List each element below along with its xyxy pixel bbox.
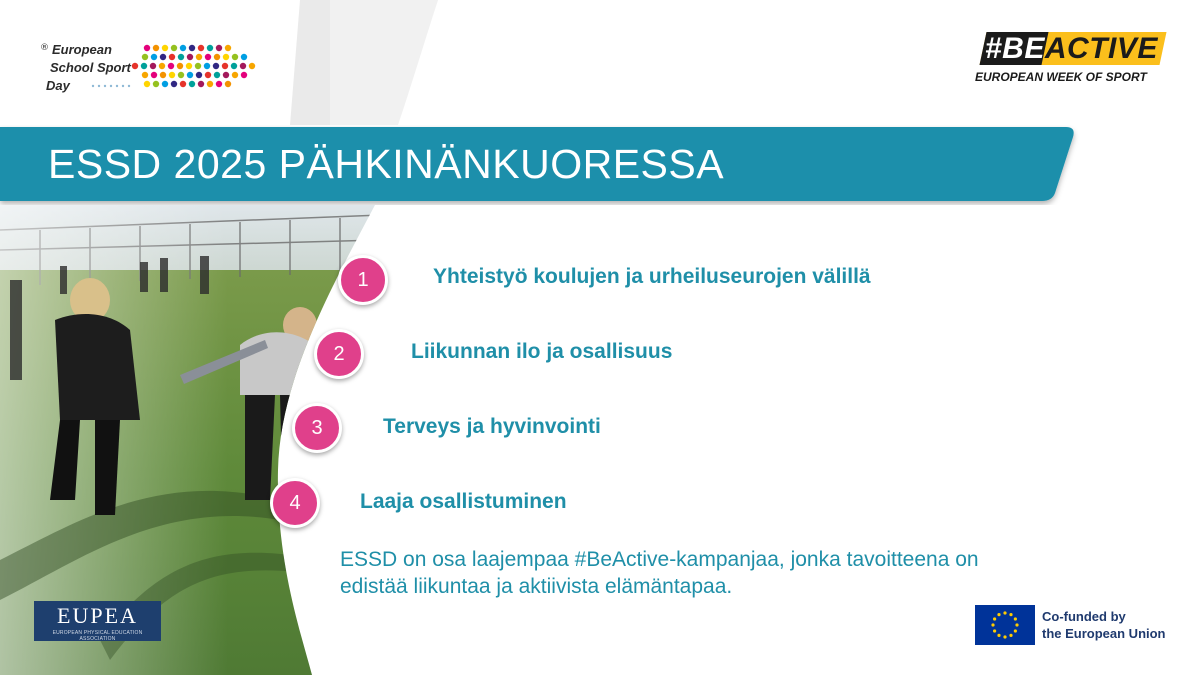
logo-dot [142, 72, 148, 78]
eu-star [1003, 611, 1006, 614]
logo-dot [249, 63, 255, 69]
essd-logo-line2: School Sport [50, 60, 131, 75]
badge-number-4: 4 [270, 478, 320, 528]
logo-dot [196, 54, 202, 60]
eu-star [1014, 617, 1017, 620]
logo-dot [223, 54, 229, 60]
logo-dot [132, 63, 138, 69]
logo-dot [187, 72, 193, 78]
logo-dot [116, 85, 118, 87]
eu-star [993, 617, 996, 620]
logo-dot [104, 85, 106, 87]
logo-dot [144, 45, 150, 51]
logo-dot [222, 63, 228, 69]
logo-dot [169, 72, 175, 78]
logo-dot [144, 81, 150, 87]
logo-dot [142, 54, 148, 60]
logo-dot [216, 45, 222, 51]
logo-dot [198, 81, 204, 87]
logo-dot [240, 63, 246, 69]
list-item-1: Yhteistyö koulujen ja urheiluseurojen välillä [433, 265, 871, 288]
eu-star [1009, 613, 1012, 616]
logo-dot [159, 63, 165, 69]
logo-dot [122, 85, 124, 87]
eu-star [1015, 623, 1018, 626]
logo-dot [223, 72, 229, 78]
logo-dot [196, 72, 202, 78]
essd-logo-line1: European [52, 42, 112, 57]
badge-number-1: 1 [338, 255, 388, 305]
logo-dot [160, 54, 166, 60]
logo-dot [151, 54, 157, 60]
logo-dot [178, 72, 184, 78]
eu-funding-line1: Co-funded by [1042, 609, 1126, 624]
logo-dot [189, 81, 195, 87]
logo-dot [187, 54, 193, 60]
logo-dot [231, 63, 237, 69]
eu-star [1003, 635, 1006, 638]
eu-star [997, 613, 1000, 616]
colored-dots-logo-icon [85, 42, 275, 98]
eupea-name: EUPEA [57, 603, 138, 628]
logo-dot [162, 45, 168, 51]
eu-star [993, 629, 996, 632]
logo-dot [232, 54, 238, 60]
logo-dot [180, 45, 186, 51]
logo-dot [153, 45, 159, 51]
logo-dot [216, 81, 222, 87]
eu-star [997, 634, 1000, 637]
logo-dot [169, 54, 175, 60]
registered-mark: ® [40, 43, 49, 53]
logo-dot [110, 85, 112, 87]
list-item-3: Terveys ja hyvinvointi [383, 415, 601, 438]
page-title: ESSD 2025 PÄHKINÄNKUORESSA [48, 141, 725, 187]
logo-dot [204, 63, 210, 69]
beactive-active-text: ACTIVE [1044, 32, 1158, 65]
badge-number-2: 2 [314, 329, 364, 379]
logo-dot [225, 81, 231, 87]
logo-dot [214, 72, 220, 78]
eu-star [1014, 629, 1017, 632]
logo-dot [205, 72, 211, 78]
logo-dot [205, 54, 211, 60]
logo-dot [213, 63, 219, 69]
logo-dot [153, 81, 159, 87]
logo-dot [195, 63, 201, 69]
essd-logo [40, 40, 270, 100]
logo-dot [141, 63, 147, 69]
logo-dot [198, 45, 204, 51]
logo-dot [207, 81, 213, 87]
beactive-subtitle: EUROPEAN WEEK OF SPORT [975, 70, 1147, 84]
logo-dot [168, 63, 174, 69]
logo-dot [150, 63, 156, 69]
logo-dot [92, 85, 94, 87]
beactive-tag [985, 33, 1158, 65]
list-item-4: Laaja osallistuminen [360, 490, 567, 513]
eu-star [1009, 634, 1012, 637]
logo-dot [232, 72, 238, 78]
logo-dot [177, 63, 183, 69]
logo-dot [180, 81, 186, 87]
logo-dot [171, 45, 177, 51]
eupea-logo [34, 601, 161, 641]
logo-dot [151, 72, 157, 78]
logo-dot [186, 63, 192, 69]
beactive-logo [975, 32, 1165, 87]
logo-dot [128, 85, 130, 87]
list-item-2: Liikunnan ilo ja osallisuus [411, 340, 673, 363]
logo-dot [241, 54, 247, 60]
logo-dot [241, 72, 247, 78]
logo-dot [98, 85, 100, 87]
eu-funding-line2: the European Union [1042, 626, 1166, 641]
logo-dot [178, 54, 184, 60]
logo-dot [160, 72, 166, 78]
beactive-hash-text: #BE [985, 32, 1045, 65]
logo-dot [214, 54, 220, 60]
essd-logo-line3: Day [46, 78, 70, 93]
eupea-subtitle: EUROPEAN PHYSICAL EDUCATION ASSOCIATION [52, 630, 143, 642]
logo-dot [171, 81, 177, 87]
logo-dot [162, 81, 168, 87]
logo-dot [225, 45, 231, 51]
logo-dot [189, 45, 195, 51]
eu-star [991, 623, 994, 626]
description-paragraph: ESSD on osa laajempaa #BeActive-kampanjaa, jonka tavoitteena on edistää liikuntaa ja aktiivista elämäntapaa. [340, 548, 979, 598]
logo-dot [207, 45, 213, 51]
eu-funding-text [1042, 608, 1166, 642]
eu-flag-icon [975, 605, 1035, 645]
badge-number-3: 3 [292, 403, 342, 453]
